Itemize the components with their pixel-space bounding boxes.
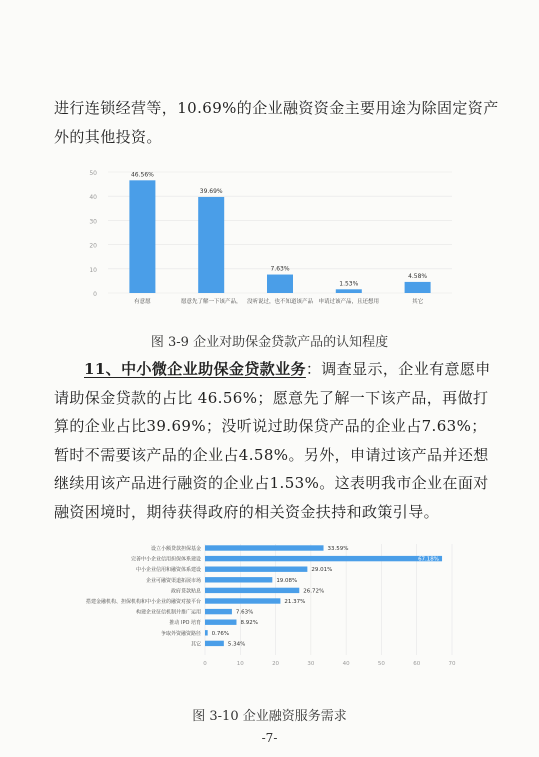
data-label: 21.37% bbox=[284, 599, 306, 605]
y-tick-label: 20 bbox=[89, 242, 97, 250]
x-tick-label: 0 bbox=[203, 661, 207, 667]
data-label: 4.58% bbox=[408, 272, 428, 280]
data-label: 0.76% bbox=[211, 630, 230, 637]
bar bbox=[205, 609, 232, 614]
category-label: 构建企业征信机制并推广运用 bbox=[135, 609, 201, 616]
bar bbox=[205, 641, 224, 646]
data-label: 67.18% bbox=[418, 556, 440, 563]
category-label: 有意愿 bbox=[134, 299, 151, 305]
category-label: 搭建金融机构、担保机构和中小企业的融资对接平台 bbox=[85, 599, 201, 605]
category-label: 其它 bbox=[190, 641, 201, 648]
figure-caption-3-10: 图 3-10 企业融资服务需求 bbox=[192, 709, 347, 724]
x-tick-label: 40 bbox=[342, 661, 350, 667]
x-tick-label: 20 bbox=[272, 661, 280, 667]
x-tick-label: 30 bbox=[307, 661, 315, 667]
bar bbox=[205, 567, 307, 572]
category-label: 推动 IPO 培育 bbox=[169, 620, 201, 627]
category-label: 企业可融资渠道拓展市场 bbox=[145, 577, 201, 584]
paragraph-body: ：调查显示，企业有意愿申请助保金贷款的占比 46.56%；愿意先了解一下该产品，再做打算的企业占比39.69%；没听说过助保贷产品的企业占7.63%；暂时不需要该产品的企业占4.58%。另外，申请过该产品并还想继续用该产品进行融资的企业占1.53%。这表明我市企业在面对融资困境时，期待获得政府的相关资金扶持和政策引导。 bbox=[54, 360, 491, 521]
category-label: 愿意先了解一下该产品， bbox=[180, 299, 242, 305]
bar bbox=[205, 545, 324, 550]
page-number: -7- bbox=[261, 731, 278, 745]
data-label: 39.69% bbox=[199, 187, 223, 195]
category-label: 申请过该产品，且还想用 bbox=[318, 299, 380, 305]
data-label: 8.92% bbox=[240, 620, 258, 627]
data-label: 5.34% bbox=[227, 641, 246, 648]
category-label: 政府贷款贴息 bbox=[170, 588, 201, 595]
y-tick-label: 0 bbox=[93, 291, 97, 298]
data-label: 1.53% bbox=[339, 280, 359, 288]
y-tick-label: 10 bbox=[89, 266, 97, 274]
data-label: 26.72% bbox=[303, 588, 325, 595]
x-tick-label: 60 bbox=[413, 661, 421, 667]
y-tick-label: 40 bbox=[89, 194, 97, 202]
paragraph-intro-text: 进行连锁经营等，10.69%的企业融资资金主要用途为除固定资产外的其他投资。 bbox=[54, 99, 499, 146]
category-label: 争取外资融资路径 bbox=[160, 630, 201, 637]
x-tick-label: 50 bbox=[377, 661, 385, 667]
category-label: 设立小额贷款担保基金 bbox=[150, 546, 201, 552]
category-label: 其它 bbox=[412, 299, 424, 305]
data-label: 19.08% bbox=[276, 577, 298, 584]
bar bbox=[205, 598, 280, 603]
data-label: 29.01% bbox=[311, 567, 333, 574]
bar bbox=[205, 630, 208, 635]
bar bbox=[205, 588, 299, 593]
y-tick-label: 50 bbox=[89, 170, 97, 177]
bar bbox=[205, 577, 272, 582]
data-label: 7.63% bbox=[270, 265, 290, 273]
section-heading: 11、中小微企业助保金贷款业务 bbox=[84, 360, 306, 378]
category-label: 中小企业信用和融资体系建设 bbox=[135, 567, 201, 574]
x-tick-label: 70 bbox=[448, 661, 456, 667]
x-tick-label: 10 bbox=[236, 661, 244, 667]
bar bbox=[205, 620, 236, 625]
figure-caption-3-9: 图 3-9 企业对助保金贷款产品的认知程度 bbox=[150, 335, 389, 350]
data-label: 46.56% bbox=[130, 171, 154, 179]
category-label: 没听说过，也不知道该产品 bbox=[246, 299, 314, 305]
bar bbox=[205, 556, 442, 561]
category-label: 完善中小企业信用担保体系建设 bbox=[130, 556, 201, 563]
data-label: 7.63% bbox=[235, 609, 254, 616]
y-tick-label: 30 bbox=[89, 218, 97, 226]
data-label: 33.59% bbox=[327, 546, 349, 552]
